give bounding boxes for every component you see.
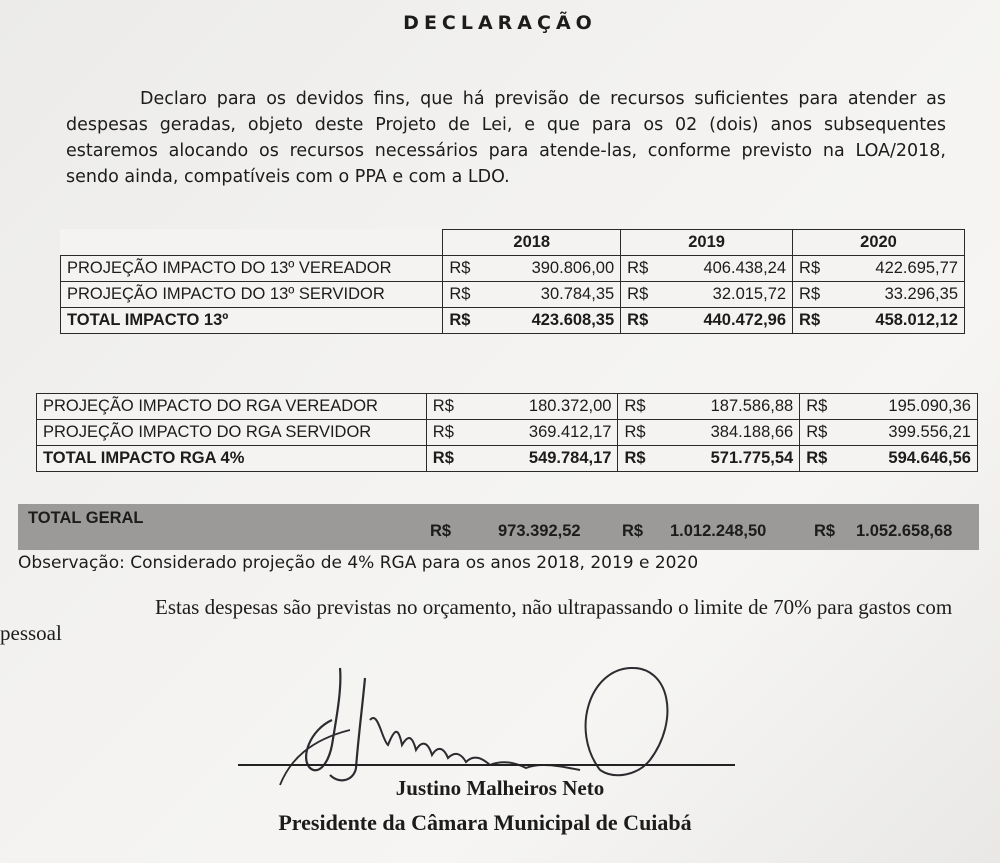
- table-header-row: [61, 230, 965, 256]
- amount-2018: 180.372,00: [468, 394, 618, 420]
- amount-2018: 369.412,17: [468, 420, 618, 446]
- signatory-role: Presidente da Câmara Municipal de Cuiabá: [278, 810, 692, 835]
- currency-symbol: R$: [430, 522, 452, 540]
- currency-symbol: R$: [618, 420, 660, 446]
- currency-symbol: R$: [426, 394, 468, 420]
- despesas-text: Estas despesas são previstas no orçamento, não ultrapassando o limite de 70% para gastos com pessoal: [0, 595, 953, 645]
- amount-2018: 390.806,00: [481, 256, 620, 282]
- currency-symbol: R$: [793, 308, 831, 334]
- amount-2019: 32.015,72: [659, 282, 792, 308]
- declaration-text: Declaro para os devidos fins, que há previsão de recursos suficientes para atender as despesas geradas, objeto deste Projeto de Lei, e que para os 02 (dois) anos subsequentes estaremos alocando os recursos necessários para atende-las, conforme previsto na LOA/2018, sendo ainda, compatíveis com o PPA e com a LDO.: [66, 89, 946, 187]
- amount-2020: 195.090,36: [842, 394, 978, 420]
- table-row: [37, 394, 978, 420]
- signature-line: [238, 764, 735, 766]
- currency-symbol: R$: [426, 420, 468, 446]
- total-2020: 458.012,12: [831, 308, 965, 334]
- total-2020: 594.646,56: [842, 446, 978, 472]
- currency-symbol: R$: [621, 256, 659, 282]
- currency-symbol: R$: [621, 282, 659, 308]
- despesas-paragraph: [0, 594, 985, 646]
- table-row: [37, 420, 978, 446]
- row-label: PROJEÇÃO IMPACTO DO RGA VEREADOR: [37, 394, 427, 420]
- table-impacto-13: [60, 229, 965, 334]
- total-2018: 549.784,17: [468, 446, 618, 472]
- currency-symbol: R$: [443, 308, 481, 334]
- declaration-paragraph: [66, 86, 946, 190]
- table-impacto-rga: [36, 393, 978, 472]
- header-blank-cell: [61, 230, 443, 256]
- table-row: [61, 282, 965, 308]
- total-geral-label: TOTAL GERAL: [28, 509, 144, 527]
- table-total-row: [61, 308, 965, 334]
- currency-symbol: R$: [621, 308, 659, 334]
- amount-2020: 422.695,77: [831, 256, 965, 282]
- total-label: TOTAL IMPACTO RGA 4%: [37, 446, 427, 472]
- total-geral-bar: [18, 504, 979, 550]
- amount-2019: 406.438,24: [659, 256, 792, 282]
- total-label: TOTAL IMPACTO 13º: [61, 308, 443, 334]
- currency-symbol: R$: [622, 522, 644, 540]
- row-label: PROJEÇÃO IMPACTO DO 13º SERVIDOR: [61, 282, 443, 308]
- amount-2019: 187.586,88: [660, 394, 800, 420]
- row-label: PROJEÇÃO IMPACTO DO 13º VEREADOR: [61, 256, 443, 282]
- total-2018: 423.608,35: [481, 308, 620, 334]
- handwritten-signature: [270, 650, 730, 790]
- total-2019: 571.775,54: [660, 446, 800, 472]
- currency-symbol: R$: [426, 446, 468, 472]
- year-header-2020: 2020: [793, 230, 965, 256]
- currency-symbol: R$: [443, 282, 481, 308]
- currency-symbol: R$: [800, 420, 842, 446]
- amount-2019: 384.188,66: [660, 420, 800, 446]
- year-header-2018: 2018: [443, 230, 621, 256]
- currency-symbol: R$: [793, 256, 831, 282]
- year-header-2019: 2019: [621, 230, 793, 256]
- currency-symbol: R$: [618, 394, 660, 420]
- currency-symbol: R$: [800, 446, 842, 472]
- total-geral-2018: 973.392,52: [498, 522, 581, 540]
- total-geral-2019: 1.012.248,50: [670, 522, 767, 540]
- observacao-note: Observação: Considerado projeção de 4% RGA para os anos 2018, 2019 e 2020: [18, 553, 699, 573]
- currency-symbol: R$: [814, 522, 836, 540]
- signatory-name: Justino Malheiros Neto: [395, 776, 605, 800]
- document-title: DECLARAÇÃO: [403, 12, 597, 34]
- total-geral-2020: 1.052.658,68: [856, 522, 953, 540]
- row-label: PROJEÇÃO IMPACTO DO RGA SERVIDOR: [37, 420, 427, 446]
- currency-symbol: R$: [793, 282, 831, 308]
- currency-symbol: R$: [618, 446, 660, 472]
- currency-symbol: R$: [443, 256, 481, 282]
- table-total-row: [37, 446, 978, 472]
- amount-2020: 33.296,35: [831, 282, 965, 308]
- total-2019: 440.472,96: [659, 308, 792, 334]
- amount-2020: 399.556,21: [842, 420, 978, 446]
- currency-symbol: R$: [800, 394, 842, 420]
- table-row: [61, 256, 965, 282]
- amount-2018: 30.784,35: [481, 282, 620, 308]
